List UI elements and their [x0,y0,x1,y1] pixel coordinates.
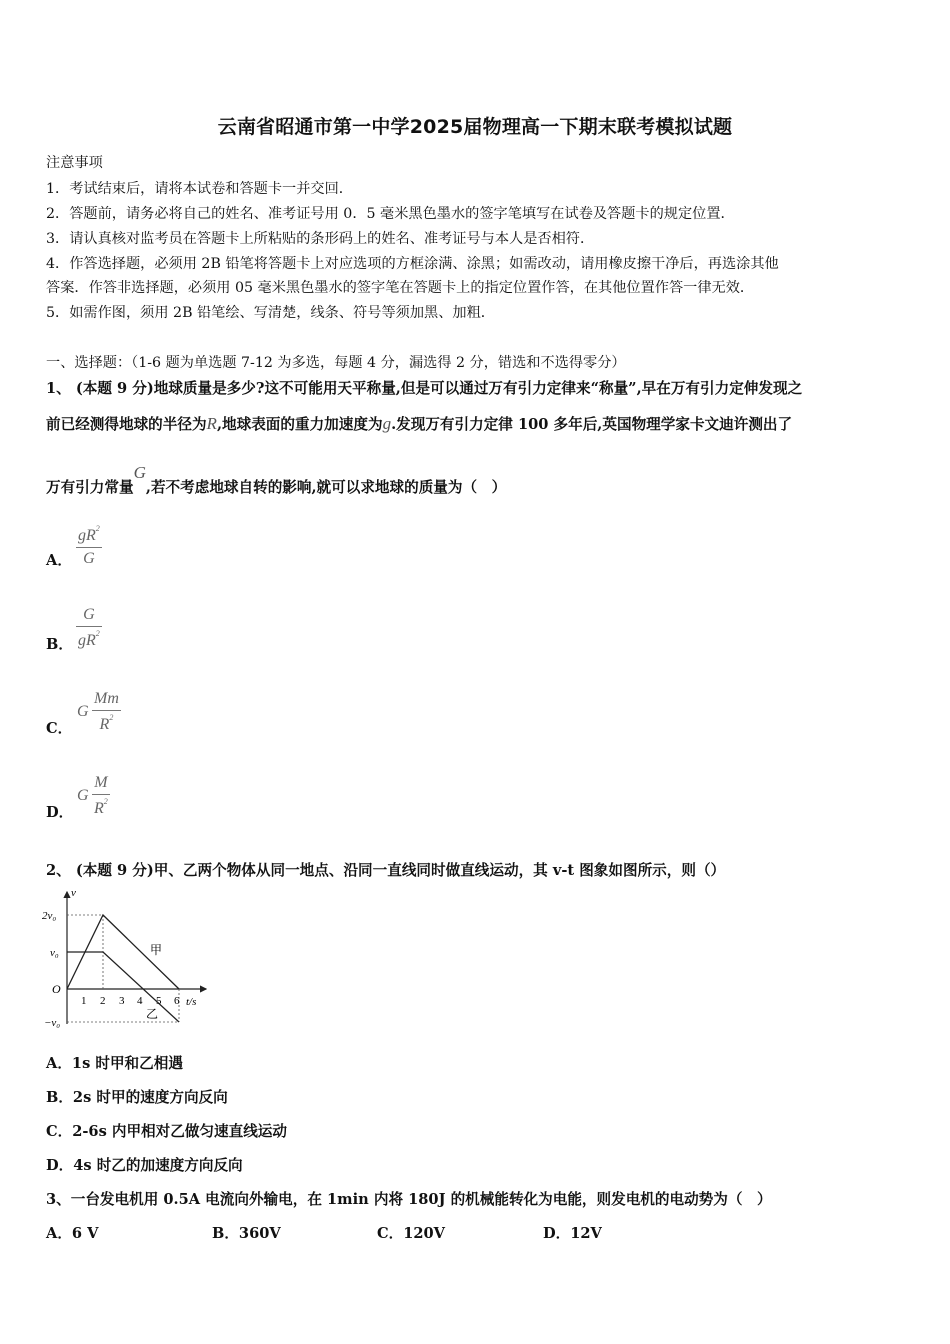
y-tick-label: 2v₀ [42,910,57,922]
symbol-G: G [133,463,146,482]
formula-numerator: gR [78,527,96,544]
q1-text: 前已经测得地球的半径为 [46,416,207,433]
notice-item: 5．如需作图，须用 2B 铅笔绘、写清楚，线条、符号等须加黑、加粗． [46,305,495,321]
y-tick-label: v₀ [50,947,59,959]
formula-exponent: 2 [103,797,108,806]
formula-numerator: M [94,774,108,791]
series-yi-label: 乙 [146,1007,159,1021]
x-tick-label: 2 [100,995,106,1007]
y-tick-label: −v₀ [44,1017,61,1029]
q1-option-b-label: B． [46,636,73,653]
q3-stem: 3、一台发电机用 0.5A 电流向外输电，在 1min 内将 180J 的机械能转化为电能，则发电机的电动势为（ ） [46,1191,772,1208]
formula-exponent: 2 [95,629,100,638]
series-yi-line [67,952,179,1022]
notice-item: 2．答题前，请务必将自己的姓名、准考证号用 0．5 毫米黑色墨水的签字笔填写在试卷及答题卡的规定位置． [46,206,735,222]
q2-option-c: C．2-6s 内甲相对乙做匀速直线运动 [46,1123,287,1140]
formula-denominator: gR [78,632,96,649]
x-tick-label: 1 [81,995,87,1007]
q1-option-a-formula [76,524,102,568]
q1-option-d-label: D． [46,804,74,821]
notice-item: 4．作答选择题，必须用 2B 铅笔将答题卡上对应选项的方框涂满、涂黑；如需改动，请用橡皮擦干净后，再选涂其他 [46,256,779,272]
series-jia-label: 甲 [150,943,163,957]
q1-option-c-prefix: G [77,703,89,720]
q1-option-d-formula [92,774,110,818]
q1-stem-line2 [46,413,792,434]
formula-exponent: 2 [109,713,114,722]
t-axis-label: t/s [186,996,197,1008]
q1-text: 万有引力常量 [46,479,134,496]
q1-text: ,若不考虑地球自转的影响,就可以求地球的质量为（ ） [145,479,507,496]
q1-stem-line3 [46,463,507,497]
q1-text: .发现万有引力定律 100 多年后,英国物理学家卡文迪许测出了 [391,416,793,433]
q1-option-b-formula [76,606,102,650]
notice-item: 1．考试结束后，请将本试卷和答题卡一并交回． [46,181,353,197]
q3-option-a: A．6 V [46,1225,99,1242]
symbol-R: R [206,414,217,433]
notice-heading: 注意事项 [46,155,103,171]
q1-stem-line1: 1、 (本题 9 分)地球质量是多少?这不可能用天平称量,但是可以通过万有引力定律来“称量”,早在万有引力定伸发现之 [46,380,803,397]
origin-label: O [52,982,61,996]
q1-option-a-label: A． [46,552,72,569]
q2-option-b: B．2s 时甲的速度方向反向 [46,1089,228,1106]
formula-numerator: G [83,606,95,623]
formula-exponent: 2 [95,524,100,533]
section-heading: 一、选择题：（1-6 题为单选题 7-12 为多选，每题 4 分，漏选得 2 分，错选和不选得零分） [46,355,626,371]
v-axis-label: v [71,887,76,899]
formula-numerator: Mm [94,690,119,707]
formula-denominator: R [99,716,110,733]
x-tick-label: 3 [119,995,125,1007]
q2-stem: 2、 (本题 9 分)甲、乙两个物体从同一地点、沿同一直线同时做直线运动，其 v-t 图象如图所示，则（） [46,862,726,879]
notice-item: 答案．作答非选择题，必须用 05 毫米黑色墨水的签字笔在答题卡上的指定位置作答，在其他位置作答一律无效． [46,280,755,296]
q2-option-d: D．4s 时乙的加速度方向反向 [46,1157,243,1174]
q1-option-c-label: C． [46,720,73,737]
symbol-g: g [382,414,392,433]
x-tick-label: 5 [156,995,162,1007]
vt-graph [40,884,215,1034]
q3-option-b: B．360V [212,1225,281,1242]
x-tick-label: 6 [174,995,180,1007]
q1-text: ,地球表面的重力加速度为 [216,416,383,433]
q1-option-c-formula [92,690,121,734]
formula-denominator: R [94,800,104,817]
page-title: 云南省昭通市第一中学2025届物理高一下期末联考模拟试题 [217,116,733,138]
formula-denominator: G [83,550,95,567]
q3-option-c: C．120V [377,1225,445,1242]
q3-option-d: D．12V [543,1225,602,1242]
q2-option-a: A．1s 时甲和乙相遇 [46,1055,183,1072]
x-tick-label: 4 [137,995,143,1007]
q1-option-d-prefix: G [77,787,89,804]
notice-item: 3．请认真核对监考员在答题卡上所粘贴的条形码上的姓名、准考证号与本人是否相符． [46,231,595,247]
